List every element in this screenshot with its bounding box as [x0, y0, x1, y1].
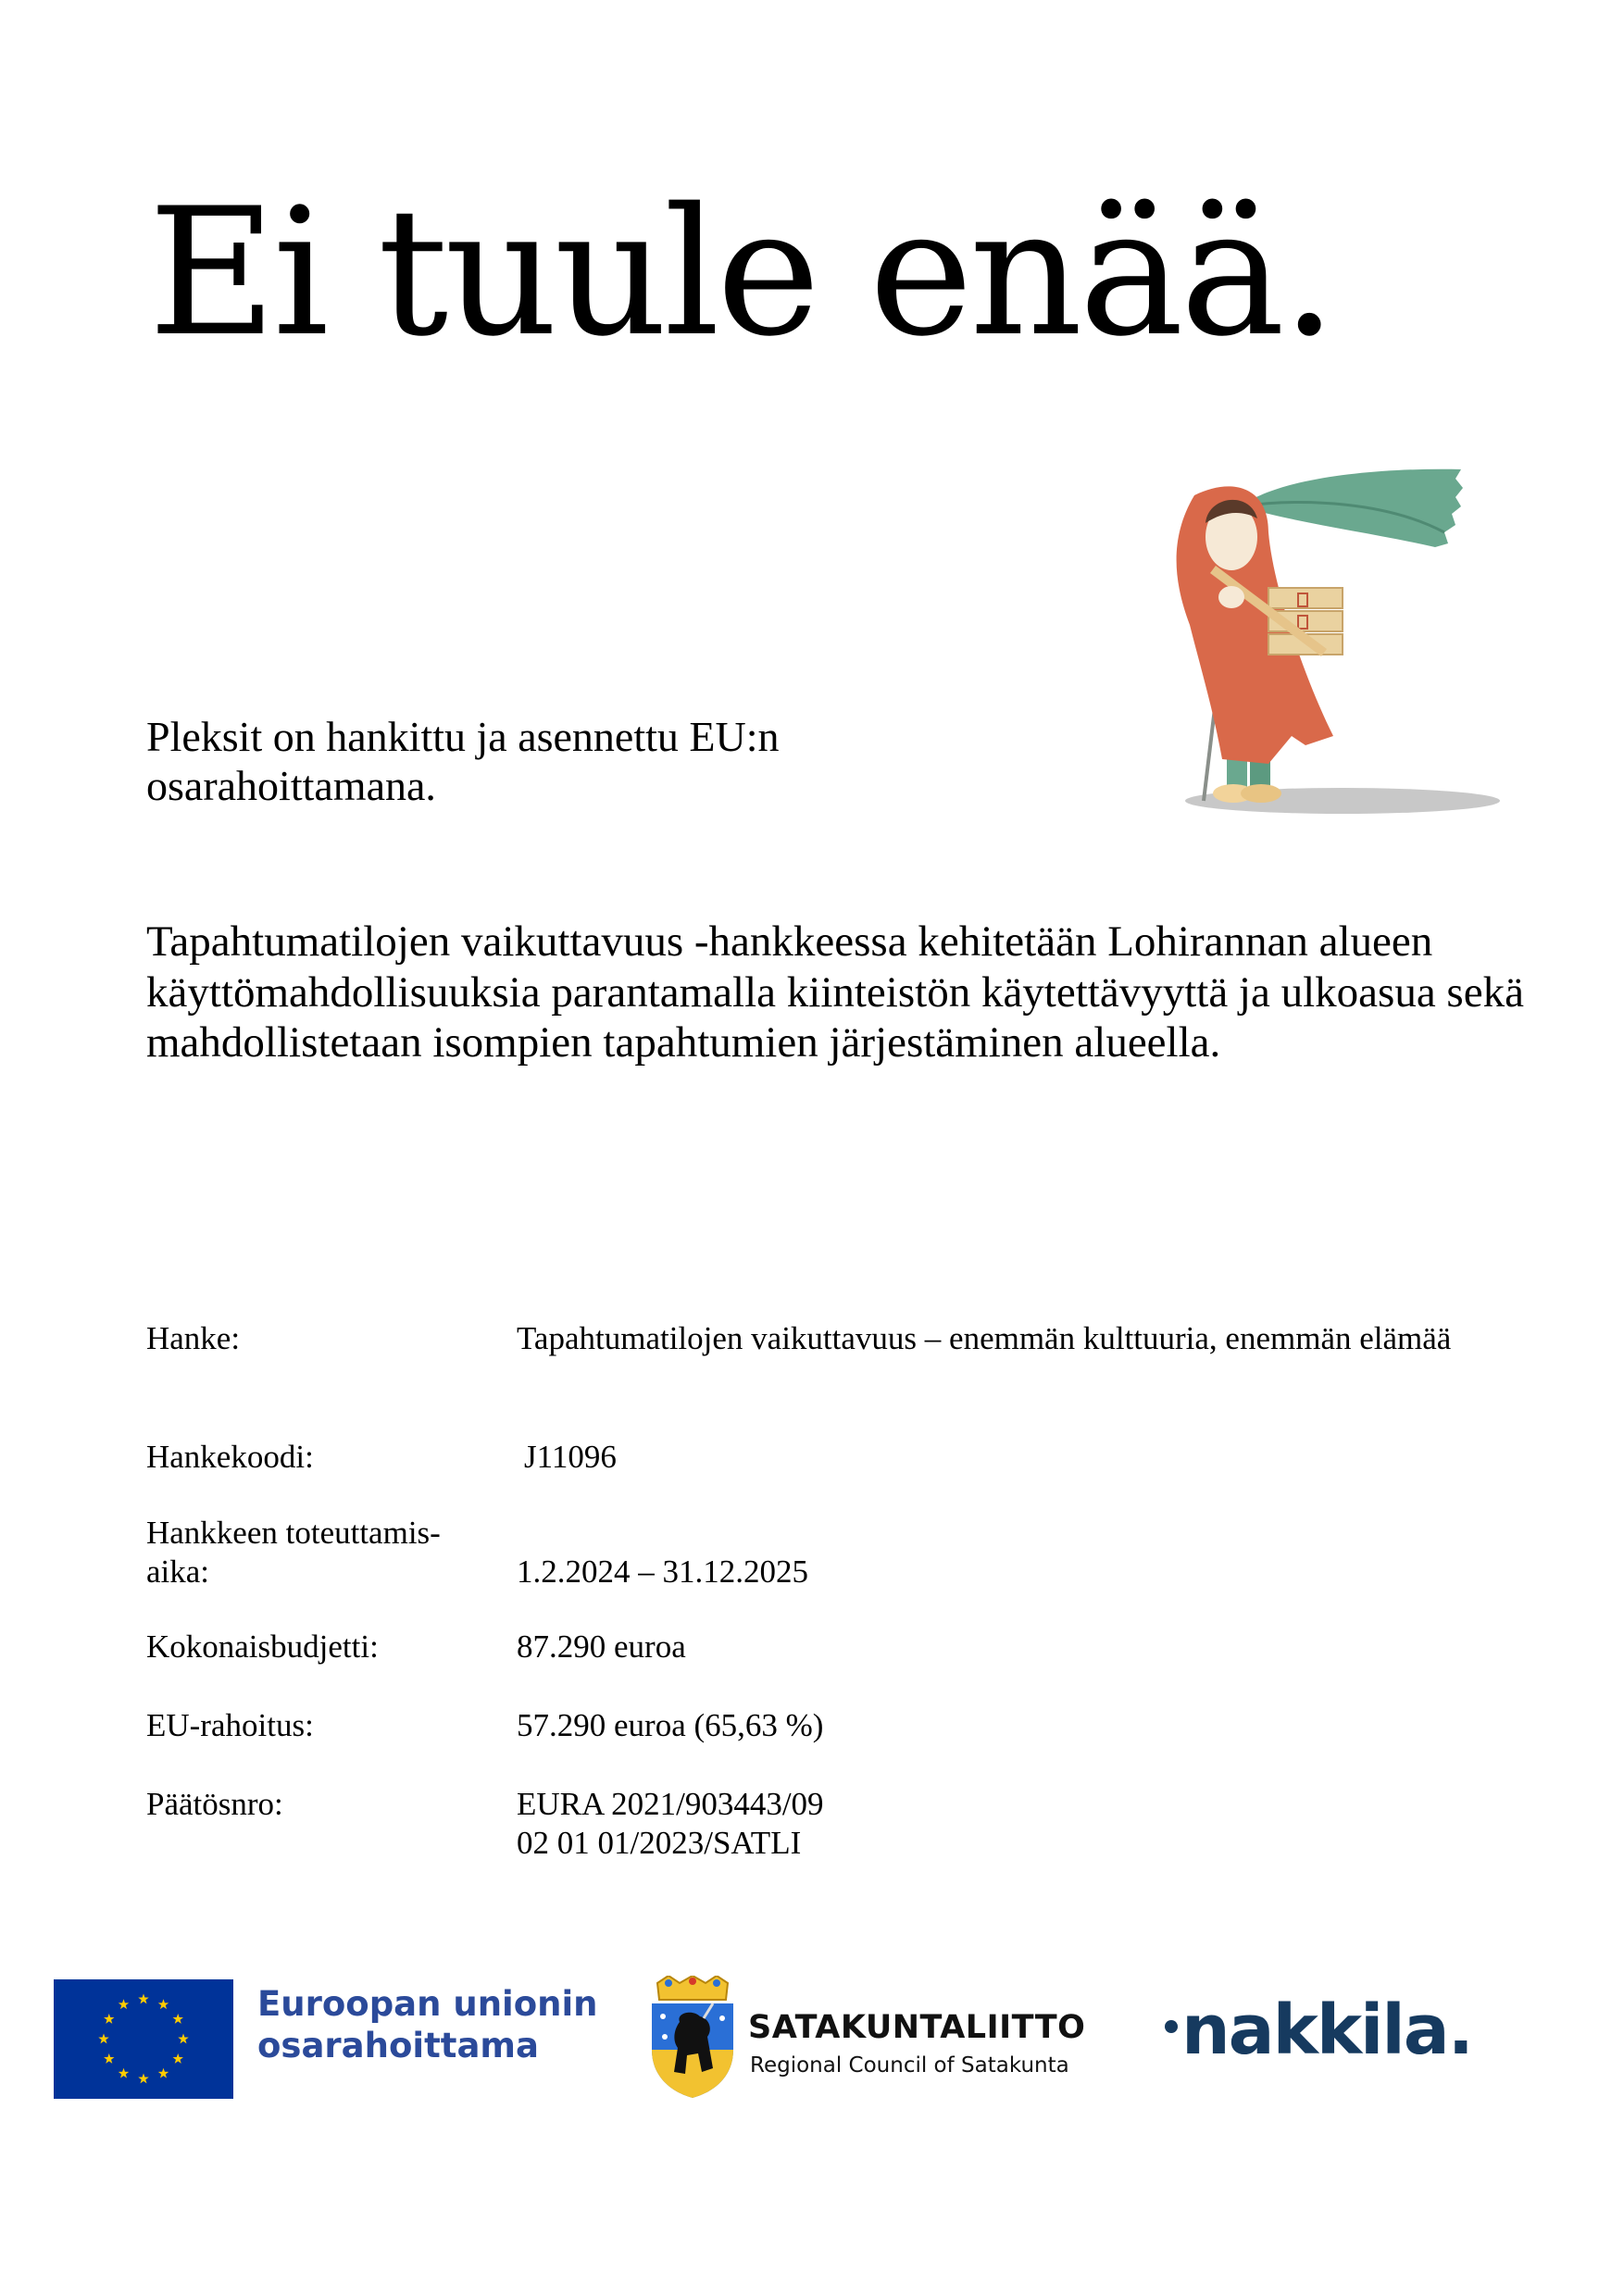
eu-logo-line1: Euroopan unionin: [257, 1984, 598, 2024]
person-with-umbrella-in-wind-icon: [1093, 458, 1500, 829]
eu-star-icon: [119, 2068, 129, 2078]
eu-logo-text: [257, 1983, 598, 2066]
satakuntaliitto-subtitle: Regional Council of Satakunta: [750, 2053, 1069, 2078]
period-value: 1.2.2024 – 31.12.2025: [517, 1554, 808, 1590]
eu-star-icon: [178, 2034, 188, 2044]
page-title: Ei tuule enää.: [148, 170, 1334, 375]
project-label: Hanke:: [146, 1320, 241, 1356]
eu-flag-icon: [54, 1979, 233, 2099]
satakunta-coat-of-arms-icon: [648, 1976, 737, 2100]
eu-star-icon: [173, 2014, 183, 2024]
project-value: Tapahtumatilojen vaikuttavuus – enemmän kulttuuria, enemmän elämää: [517, 1320, 1452, 1356]
budget-label: Kokonaisbudjetti:: [146, 1628, 379, 1665]
nakkila-logo: nakkila.: [1181, 1990, 1472, 2070]
intro-text: Pleksit on hankittu ja asennettu EU:n osarahoittamana.: [146, 713, 780, 809]
decision-value-line1: EURA 2021/903443/09: [517, 1786, 824, 1822]
code-value: J11096: [524, 1439, 617, 1475]
eu-funding-label: EU-rahoitus:: [146, 1707, 314, 1743]
eu-star-icon: [158, 2068, 169, 2078]
eu-star-icon: [173, 2053, 183, 2064]
eu-star-icon: [104, 2014, 114, 2024]
eu-star-icon: [138, 1994, 148, 2004]
period-label-line2: aika:: [146, 1554, 210, 1590]
project-description: Tapahtumatilojen vaikuttavuus -hankkeessa kehitetään Lohirannan alueen käyttömahdollisuuksia parantamalla kiinteistön käytettävyyttä ja ulkoasua sekä mahdollistetaan isompien tapahtumien järjestäminen alueella.: [146, 917, 1524, 1067]
eu-star-icon: [104, 2053, 114, 2064]
satakuntaliitto-name: SATAKUNTALIITTO: [748, 2009, 1086, 2046]
logo-footer: [0, 1963, 1624, 2111]
decision-value-line2: 02 01 01/2023/SATLI: [517, 1825, 802, 1861]
nakkila-dot-icon: [1165, 2020, 1178, 2033]
period-label-line1: Hankkeen toteuttamis-: [146, 1515, 441, 1551]
eu-stars-ring: [54, 1979, 233, 2099]
eu-star-icon: [138, 2074, 148, 2084]
eu-star-icon: [98, 2034, 108, 2044]
eu-star-icon: [158, 1999, 169, 2009]
period-label: [146, 1514, 498, 1591]
budget-value: 87.290 euroa: [517, 1628, 686, 1665]
code-label: Hankekoodi:: [146, 1439, 314, 1475]
decision-value: [517, 1785, 1517, 1863]
eu-star-icon: [119, 1999, 129, 2009]
eu-funding-value: 57.290 euroa (65,63 %): [517, 1707, 824, 1743]
decision-label: Päätösnro:: [146, 1786, 283, 1822]
eu-logo-line2: osarahoittama: [257, 2026, 539, 2066]
